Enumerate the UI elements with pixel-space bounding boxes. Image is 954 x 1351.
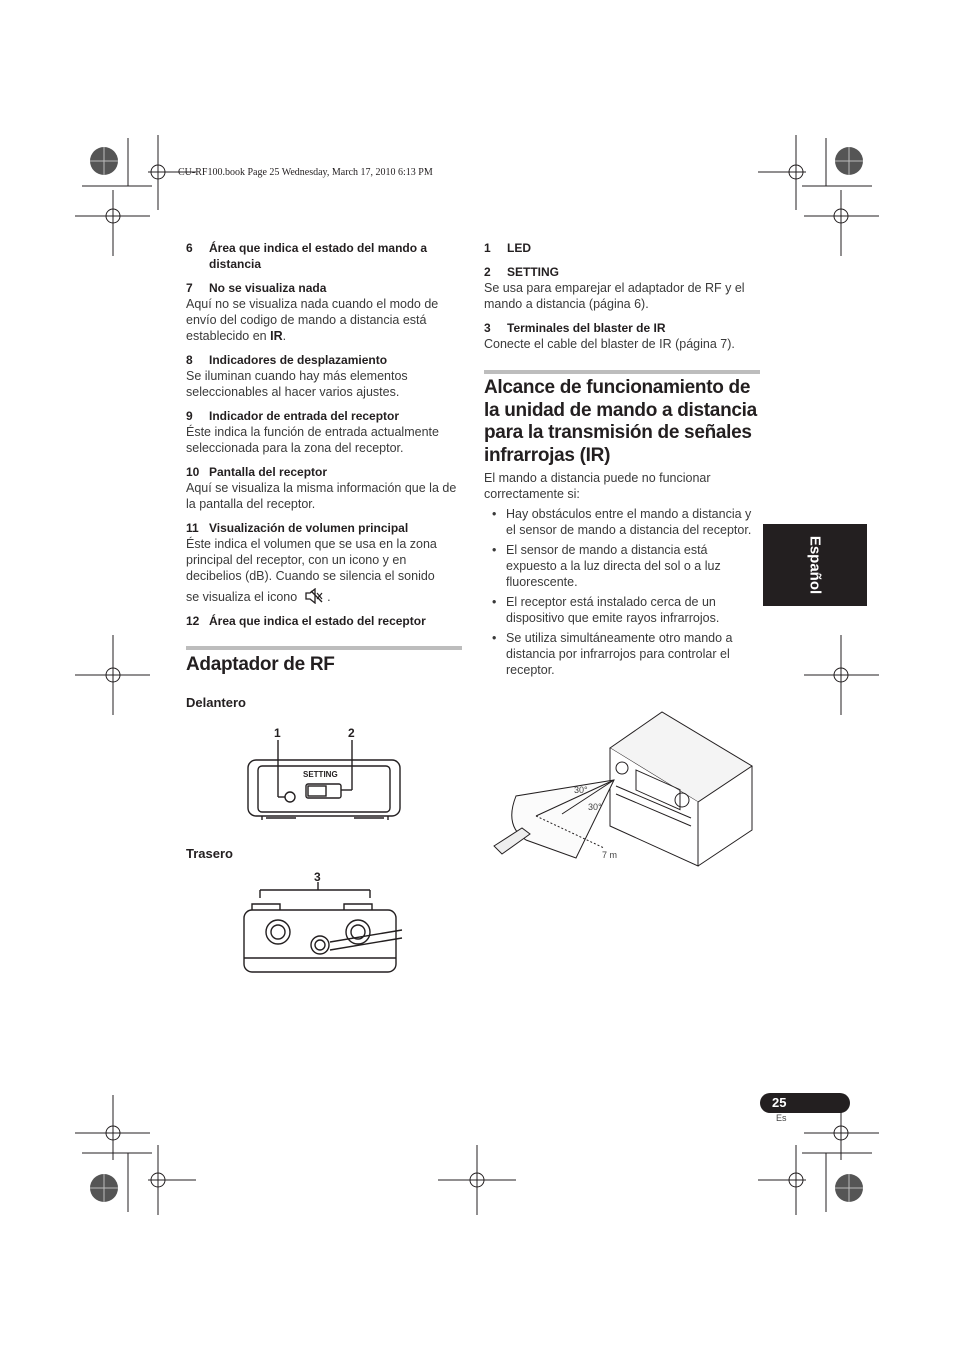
list-item: • El sensor de mando a distancia está expuesto a la luz directa del sol o a luz fluorescente. (484, 542, 760, 590)
list-item: • Hay obstáculos entre el mando a distancia y el sensor de mando a distancia del receptor. (484, 506, 760, 538)
item-body: Éste indica el volumen que se usa en la zona principal del receptor, con un icono y en decibelios (dB). Cuando se silencia el sonido (186, 537, 437, 583)
callout-1: 1 (274, 726, 281, 740)
list-item (484, 264, 760, 312)
section-rule (484, 370, 760, 374)
item-number: 3 (484, 321, 491, 335)
conditions-list (484, 506, 760, 678)
list-item (186, 240, 462, 272)
item-number: 2 (484, 265, 491, 279)
item-title: Pantalla del receptor (209, 465, 328, 479)
rear-view-illustration (236, 868, 412, 978)
item-title: Indicador de entrada del receptor (209, 409, 400, 423)
item-body: Aquí no se visualiza nada cuando el modo de envío del codigo de mando a distancia está establecido en IR. (186, 297, 439, 343)
front-view-illustration (236, 724, 406, 834)
section-title-adaptador: Adaptador de RF (186, 654, 335, 675)
language-tab (763, 524, 867, 606)
list-item (186, 352, 462, 400)
item-body: Aquí se visualiza la misma información que la de la pantalla del receptor. (186, 481, 457, 511)
setting-label: SETTING (303, 770, 338, 779)
item-body: Conecte el cable del blaster de IR (página 7). (484, 337, 735, 351)
item-title: LED (507, 241, 531, 255)
remote-range-diagram (486, 708, 756, 868)
item-title: Área que indica el estado del receptor (209, 614, 426, 628)
item-number: 9 (186, 409, 193, 423)
print-header: CU-RF100.book Page 25 Wednesday, March 17, 2010 6:13 PM (178, 167, 433, 178)
item-number: 12 (186, 614, 200, 628)
item-title: Visualización de volumen principal (209, 521, 409, 535)
list-item: • El receptor está instalado cerca de un dispositivo que emite rayos infrarrojos. (484, 594, 760, 626)
section-title-alcance: Alcance de funcionamiento de la unidad de mando a distancia para la transmisión de señales infrarrojas (IR) (484, 377, 757, 466)
list-item (186, 408, 462, 456)
list-item (484, 320, 760, 352)
page-number-badge (760, 1093, 850, 1113)
item-number: 1 (484, 241, 491, 255)
page-number: 25 (772, 1095, 787, 1110)
intro-text: El mando a distancia puede no funcionar correctamente si: (484, 471, 711, 501)
subheading-delantero: Delantero (186, 694, 246, 710)
distance-label: 7 m (602, 850, 618, 860)
callout-2: 2 (348, 726, 355, 740)
item-title: Terminales del blaster de IR (507, 321, 666, 335)
item-title: Indicadores de desplazamiento (209, 353, 388, 367)
section-rule (186, 646, 462, 650)
subheading-trasero: Trasero (186, 846, 233, 861)
mute-icon (304, 588, 324, 604)
language-tab-label: Español (806, 535, 824, 595)
item-body: Se iluminan cuando hay más elementos seleccionables al hacer varios ajustes. (186, 369, 408, 399)
list-item (186, 464, 462, 512)
item-number: 7 (186, 281, 193, 295)
page-language: Es (776, 1113, 787, 1123)
list-item (186, 613, 462, 629)
item-title: SETTING (507, 265, 560, 279)
item-number: 8 (186, 353, 193, 367)
left-column (186, 240, 462, 711)
list-item (186, 280, 462, 344)
angle-label-2: 30° (588, 802, 602, 812)
item-body: Éste indica la función de entrada actualmente seleccionada para la zona del receptor. (186, 425, 439, 455)
list-item (186, 520, 462, 605)
item-number: 11 (186, 521, 199, 535)
callout-3: 3 (314, 870, 321, 884)
item-number: 6 (186, 241, 193, 255)
item-title: No se visualiza nada (209, 281, 327, 295)
item-title: Área que indica el estado del mando a distancia (209, 241, 428, 271)
item-body-mute: se visualiza el icono . (186, 590, 331, 604)
list-item: • Se utiliza simultáneamente otro mando a distancia por infrarrojos para controlar el receptor. (484, 630, 760, 678)
list-item (484, 240, 760, 256)
item-body: Se usa para emparejar el adaptador de RF y el mando a distancia (página 6). (484, 281, 745, 311)
angle-label-1: 30° (574, 785, 588, 795)
right-column (484, 240, 760, 682)
item-number: 10 (186, 465, 200, 479)
